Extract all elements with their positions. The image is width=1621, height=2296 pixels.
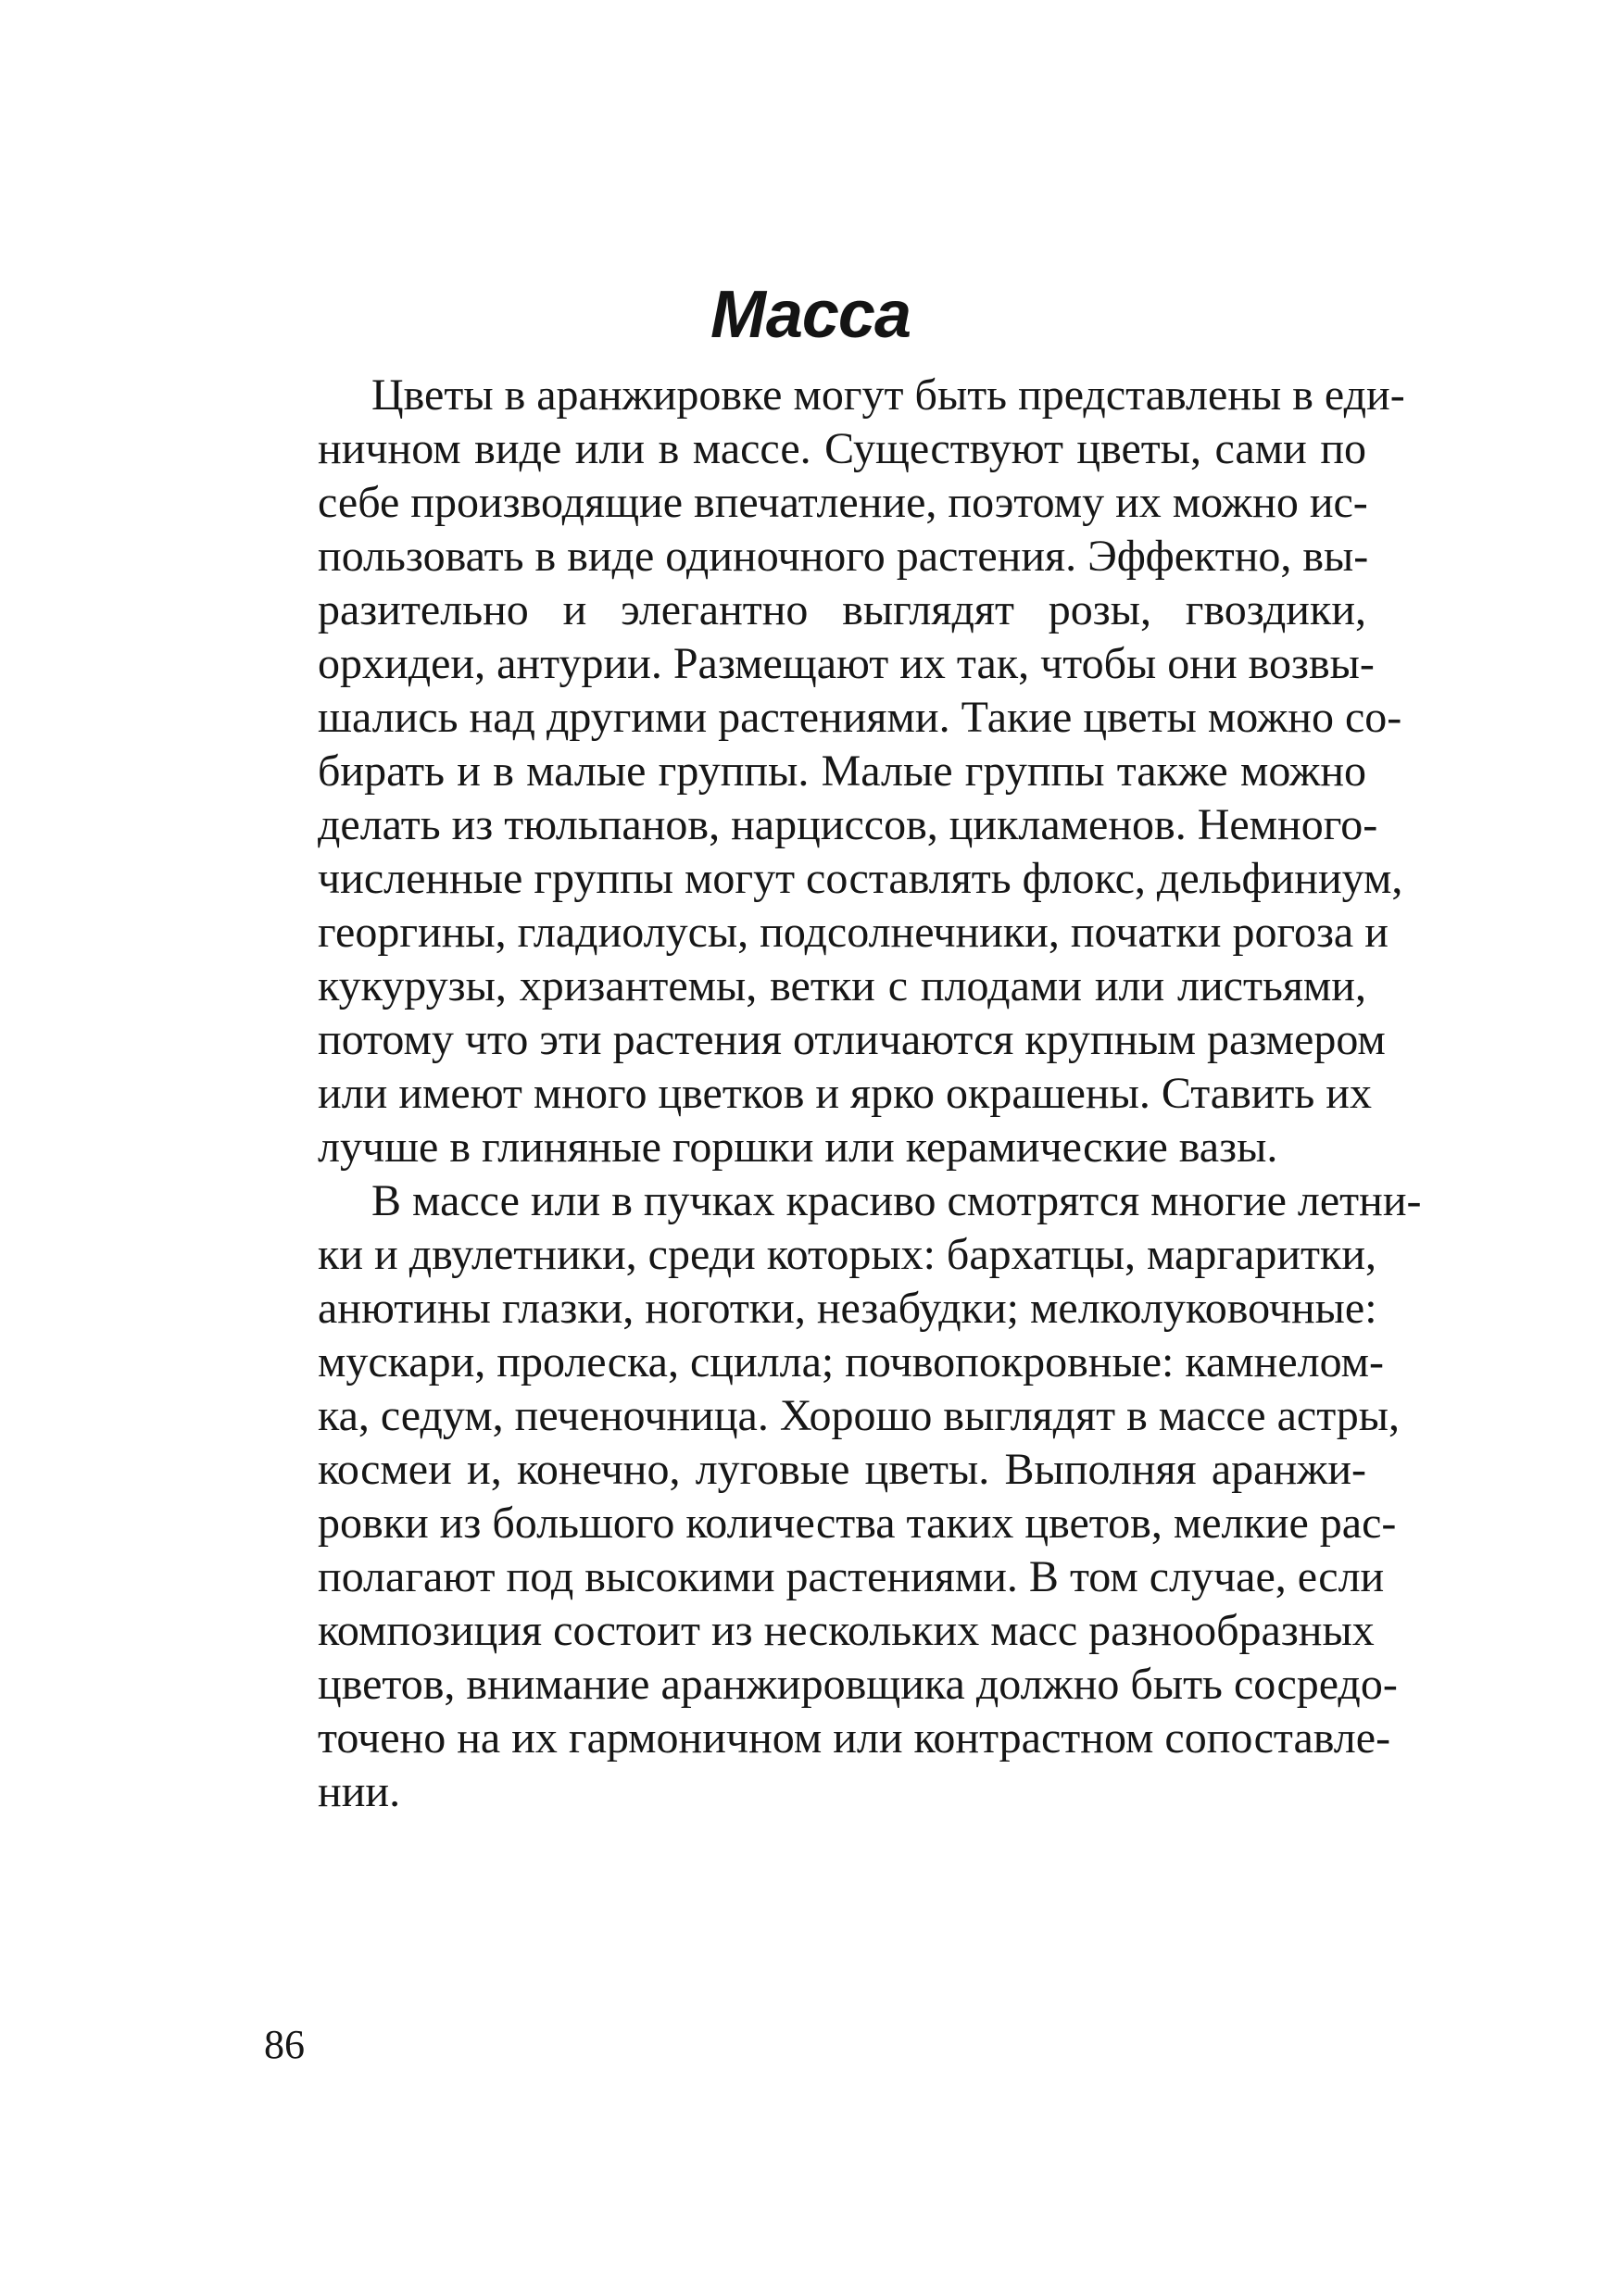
text-line: пользовать в виде одиночного растения. Эффектно, вы- bbox=[318, 532, 1369, 581]
text-line: себе производящие впечатление, поэтому их можно ис- bbox=[318, 478, 1368, 527]
text-line: или имеют много цветков и ярко окрашены. Ставить их bbox=[318, 1069, 1372, 1118]
text-line: мускари, пролеска, сцилла; почвопокровные: камнелом- bbox=[318, 1337, 1385, 1386]
text-line: численные группы могут составлять флокс, дельфиниум, bbox=[318, 854, 1403, 903]
text-line: ничном виде или в массе. Существуют цветы, сами по bbox=[318, 424, 1366, 473]
text-line: бирать и в малые группы. Малые группы также можно bbox=[318, 747, 1366, 796]
text-line: разительно и элегантно выглядят розы, гвоздики, bbox=[318, 585, 1366, 634]
body-text bbox=[264, 369, 1422, 1819]
text-line: ки и двулетники, среди которых: бархатцы, маргаритки, bbox=[318, 1230, 1376, 1279]
text-line: В массе или в пучках красиво смотрятся многие летни- bbox=[371, 1176, 1422, 1225]
text-line: потому что эти растения отличаются крупным размером bbox=[318, 1015, 1386, 1064]
text-line: цветов, внимание аранжировщика должно быть сосредо- bbox=[318, 1660, 1398, 1709]
text-line: орхидеи, антурии. Размещают их так, чтобы они возвы- bbox=[318, 639, 1375, 688]
text-line: полагают под высокими растениями. В том случае, если bbox=[318, 1552, 1385, 1601]
text-line: анютины глазки, ноготки, незабудки; мелколуковочные: bbox=[318, 1284, 1377, 1333]
page-number: 86 bbox=[264, 2022, 305, 2067]
text-line: ровки из большого количества таких цветов, мелкие рас- bbox=[318, 1499, 1397, 1548]
text-line: лучше в глиняные горшки или керамические вазы. bbox=[318, 1123, 1278, 1172]
text-line: космеи и, конечно, луговые цветы. Выполняя аранжи- bbox=[318, 1445, 1366, 1494]
paragraph-1 bbox=[264, 369, 1405, 1174]
text-line: шались над другими растениями. Такие цветы можно со- bbox=[318, 693, 1402, 742]
text-line: делать из тюльпанов, нарциссов, цикламенов. Немного- bbox=[318, 800, 1378, 849]
text-line: композиция состоит из нескольких масс разнообразных bbox=[318, 1606, 1375, 1655]
text-line: нии. bbox=[318, 1767, 401, 1816]
paragraph-2 bbox=[264, 1174, 1422, 1819]
section-title: Масса bbox=[710, 278, 911, 353]
text-line: георгины, гладиолусы, подсолнечники, початки рогоза и bbox=[318, 908, 1389, 957]
text-line: ка, седум, печеночница. Хорошо выглядят в массе астры, bbox=[318, 1391, 1401, 1440]
text-line: Цветы в аранжировке могут быть представлены в еди- bbox=[371, 370, 1405, 420]
text-line: точено на их гармоничном или контрастном сопоставле- bbox=[318, 1713, 1391, 1763]
text-line: кукурузы, хризантемы, ветки с плодами или листьями, bbox=[318, 961, 1366, 1010]
